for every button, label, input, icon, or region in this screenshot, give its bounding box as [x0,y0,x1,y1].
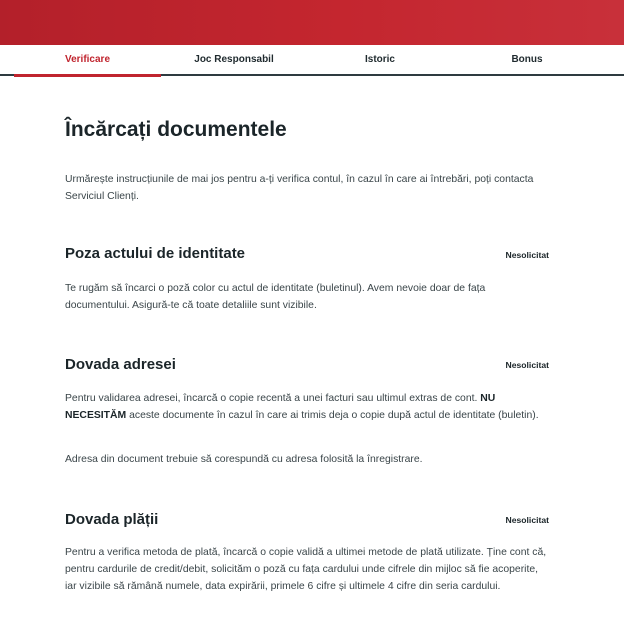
address-text-part1: Pentru validarea adresei, încarcă o copie recentă a unei facturi sau ultimul extras de cont. [65,393,481,404]
section-title-payment-proof: Dovada plății [65,511,159,528]
intro-text: Urmărește instrucțiunile de mai jos pentru a-ți verifica contul, în cazul în care ai întrebări, poți contacta Serviciul Clienți. [65,174,534,202]
status-badge-payment-proof: Nesolicitat [505,515,549,525]
active-tab-indicator [14,74,161,77]
tab-bonus[interactable]: Bonus [511,54,543,65]
tab-joc-responsabil[interactable]: Joc Responsabil [194,54,274,65]
section-text-address-match: Adresa din document trebuie să corespundă cu adresa folosită la înregistrare. [65,454,423,465]
status-badge-id-photo: Nesolicitat [505,250,549,260]
page-title: Încărcați documentele [65,118,287,141]
address-text-emphasis: NU NECESITĂM [65,393,496,421]
section-text-id-photo: Te rugăm să încarci o poză color cu actul de identitate (buletinul). Avem nevoie doar de fața documentului. Asigură-te că toate detaliile sunt vizibile. [65,283,486,311]
section-title-address-proof: Dovada adresei [65,356,176,373]
tab-istoric[interactable]: Istoric [364,54,395,65]
tab-verificare[interactable]: Verificare [64,54,111,65]
status-badge-address-proof: Nesolicitat [505,360,549,370]
section-text-address-proof [65,390,551,424]
section-title-id-photo: Poza actului de identitate [65,245,246,262]
tab-bar [0,45,624,76]
section-text-payment-proof: Pentru a verifica metoda de plată, încarcă o copie validă a ultimei metode de plată utilizate. Ține cont că, pentru cardurile de credit/debit, solicităm o poză cu fața cardului unde cifrele din mijloc să fie acoperite, iar vizibile să rămână numele, data expirării, primele 6 cifre și ultimele 4 cifre din seria cardului. [65,547,547,592]
top-banner [0,0,624,45]
address-text-part2: aceste documente în cazul în care ai trimis deja o copie după actul de identitate (buletin). [126,410,539,421]
